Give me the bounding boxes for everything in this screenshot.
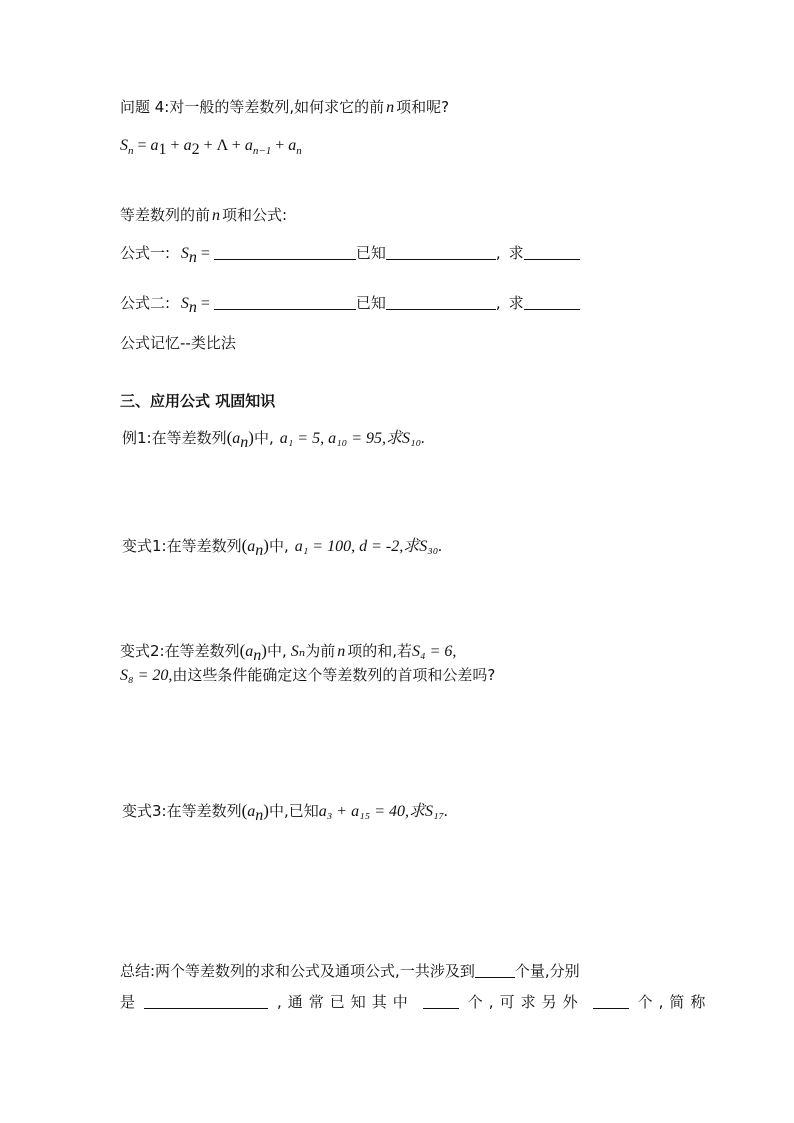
example-1: 例1:在等差数列$(a_n)$中, a₁ = 5, a₁₀ = 95,求S₁₀. [122,428,426,451]
formula-intro: 等差数列的前 n 项和公式: [120,206,288,224]
question-4-text: 问题 4:对一般的等差数列,如何求它的前 [120,98,385,116]
question-4 [120,97,449,118]
formula-two-blank[interactable] [214,294,356,310]
formula-two: 公式二: $S_n$ = 已知 , 求 [120,293,580,314]
formula-memory: 公式记忆--类比法 [120,334,236,352]
variant-2-line-1: 变式2:在等差数列$(a_n)$中, Sₙ为前 n 项的和,若S₄ = 6, [120,641,457,664]
variant-2-line-2: S₈ = 20,由这些条件能确定这个等差数列的首项和公差吗? [120,666,496,684]
formula-two-find-blank[interactable] [524,294,580,310]
summary-find-blank[interactable] [593,993,629,1009]
variant-1: 变式1:在等差数列$(a_n)$中, a₁ = 100, d = -2,求S₃₀. [122,536,443,559]
variant-3: 变式3:在等差数列$(a_n)$中,已知a₃ + a₁₅ = 40,求S₁₇. [122,801,449,824]
sn-expansion-formula: $S_n = a_1 + a_2 + \Lambda + a_{n-1} + a_n$ [120,137,302,158]
formula-one-blank[interactable] [214,244,356,260]
summary-known-blank[interactable] [423,993,459,1009]
question-4-suffix: 项和呢? [396,98,450,116]
section-3-heading: 三、应用公式 巩固知识 [120,392,276,410]
summary-line-1: 总结:两个等差数列的求和公式及通项公式,一共涉及到 个量,分别 [120,962,580,980]
formula-one-known-blank[interactable] [386,244,496,260]
summary-line-2: 是 ,通常已知其中 个,可求另外 个,简称 [120,993,712,1011]
formula-one-find-blank[interactable] [524,244,580,260]
summary-quantities-blank[interactable] [144,993,268,1009]
formula-two-known-blank[interactable] [386,294,496,310]
question-4-n: n [386,99,395,116]
summary-count-blank[interactable] [475,962,515,978]
formula-one: 公式一: $S_n$ = 已知 , 求 [120,243,580,264]
